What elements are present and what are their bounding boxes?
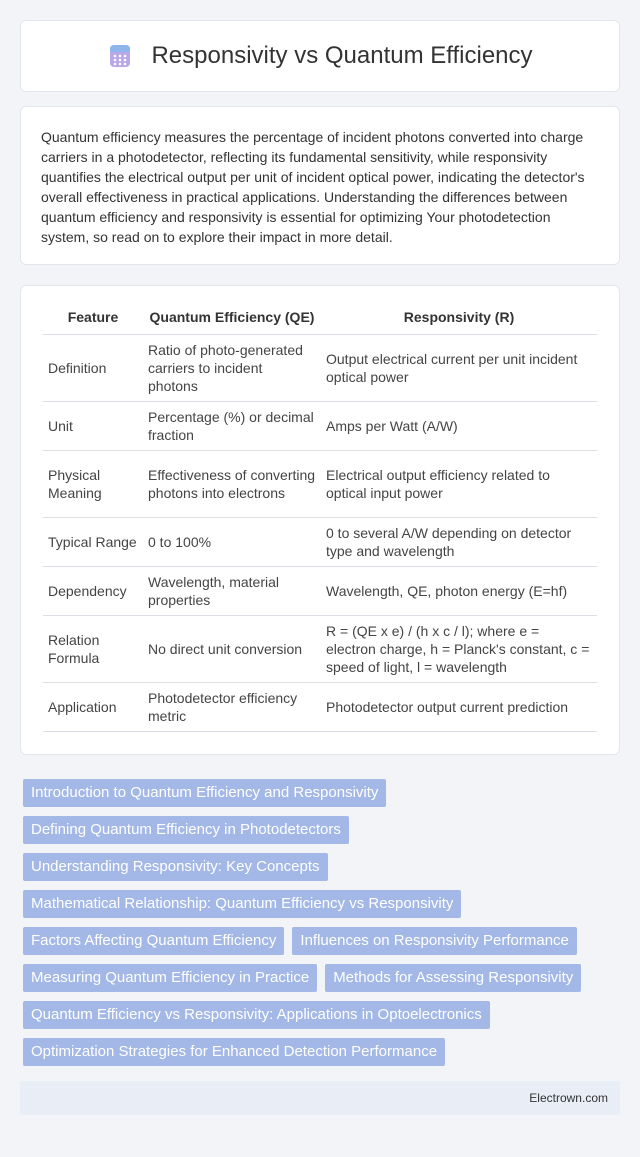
topic-link[interactable]: Methods for Assessing Responsivity bbox=[325, 964, 581, 992]
topic-link[interactable]: Measuring Quantum Efficiency in Practice bbox=[23, 964, 317, 992]
table-header-row bbox=[43, 304, 597, 335]
topic-link[interactable]: Mathematical Relationship: Quantum Efficiency vs Responsivity bbox=[23, 890, 461, 918]
table-row bbox=[43, 518, 597, 567]
table-row bbox=[43, 451, 597, 518]
footer-brand: Electrown.com bbox=[529, 1091, 608, 1105]
topic-link[interactable]: Factors Affecting Quantum Efficiency bbox=[23, 927, 284, 955]
table-cell: Ratio of photo-generated carriers to incident photons bbox=[143, 335, 321, 402]
table-cell: Output electrical current per unit incident optical power bbox=[321, 335, 597, 402]
table-cell: Application bbox=[43, 683, 143, 732]
calculator-icon bbox=[107, 43, 133, 69]
table-row bbox=[43, 335, 597, 402]
comparison-table-card bbox=[20, 285, 620, 755]
table-cell: Electrical output efficiency related to optical input power bbox=[321, 451, 597, 518]
comparison-table bbox=[43, 304, 597, 732]
table-cell: Relation Formula bbox=[43, 616, 143, 683]
column-header: Responsivity (R) bbox=[403, 309, 515, 325]
table-cell: Typical Range bbox=[43, 518, 143, 567]
table-cell: 0 to 100% bbox=[143, 518, 321, 567]
table-cell: Percentage (%) or decimal fraction bbox=[143, 402, 321, 451]
table-cell: Amps per Watt (A/W) bbox=[321, 402, 597, 451]
table-row bbox=[43, 683, 597, 732]
page-title: Responsivity vs Quantum Efficiency bbox=[151, 42, 533, 69]
table-cell: Effectiveness of converting photons into electrons bbox=[143, 451, 321, 518]
footer bbox=[20, 1081, 620, 1115]
table-cell: Definition bbox=[43, 335, 143, 402]
header bbox=[20, 20, 620, 92]
table-cell: Wavelength, QE, photon energy (E=hf) bbox=[321, 567, 597, 616]
topic-links bbox=[20, 779, 620, 1066]
table-cell: Photodetector efficiency metric bbox=[143, 683, 321, 732]
table-cell: Unit bbox=[43, 402, 143, 451]
table-row bbox=[43, 567, 597, 616]
column-header: Feature bbox=[67, 309, 119, 325]
table-row bbox=[43, 616, 597, 683]
intro-paragraph: Quantum efficiency measures the percentage of incident photons converted into charge carriers in a photodetector, reflecting its fundamental sensitivity, while responsivity quantifies the electrical output per unit of incident optical power, indicating the detector's overall effectiveness in practical applications. Understanding the differences between quantum efficiency and responsivity is essential for optimizing Your photodetection system, so read on to explore their impact in more detail. bbox=[20, 106, 620, 265]
table-cell: Wavelength, material properties bbox=[143, 567, 321, 616]
topic-link[interactable]: Optimization Strategies for Enhanced Detection Performance bbox=[23, 1038, 445, 1066]
table-cell: Physical Meaning bbox=[43, 451, 143, 518]
table-row bbox=[43, 402, 597, 451]
topic-link[interactable]: Influences on Responsivity Performance bbox=[292, 927, 576, 955]
table-cell: R = (QE x e) / (h x c / l); where e = electron charge, h = Planck's constant, c = speed of light, l = wavelength bbox=[321, 616, 597, 683]
table-cell: Dependency bbox=[43, 567, 143, 616]
column-header: Quantum Efficiency (QE) bbox=[149, 309, 315, 325]
table-cell: No direct unit conversion bbox=[143, 616, 321, 683]
topic-link[interactable]: Understanding Responsivity: Key Concepts bbox=[23, 853, 328, 881]
table-cell: Photodetector output current prediction bbox=[321, 683, 597, 732]
table-cell: 0 to several A/W depending on detector type and wavelength bbox=[321, 518, 597, 567]
topic-link[interactable]: Quantum Efficiency vs Responsivity: Applications in Optoelectronics bbox=[23, 1001, 490, 1029]
topic-link[interactable]: Introduction to Quantum Efficiency and Responsivity bbox=[23, 779, 386, 807]
topic-link[interactable]: Defining Quantum Efficiency in Photodetectors bbox=[23, 816, 349, 844]
